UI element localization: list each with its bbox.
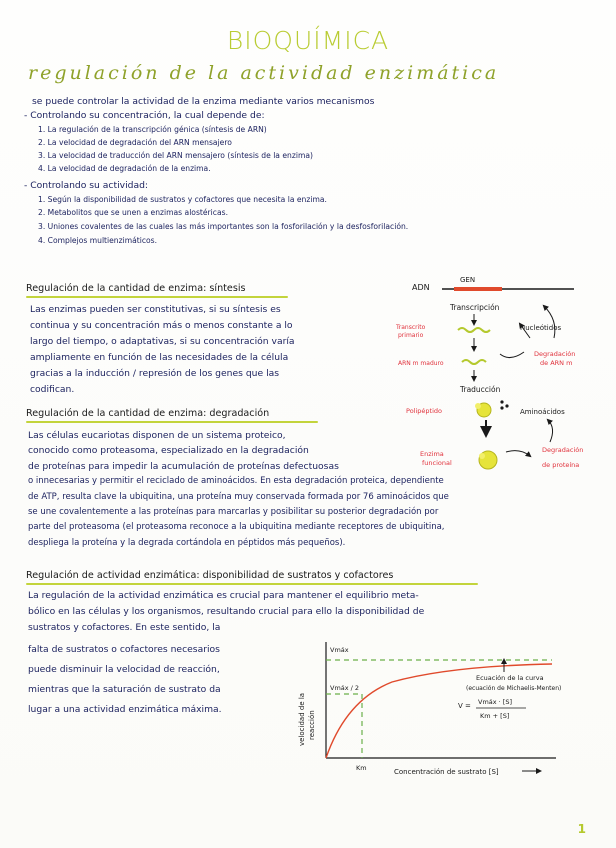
equation-denominator: Km + [S] [480, 712, 510, 720]
arnm-label: ARN m maduro [398, 360, 444, 367]
text-line: conocido como proteasoma, especializado en la degradación [28, 445, 309, 457]
text-line: continua y su concentración más o menos constante a lo [30, 320, 293, 331]
heading-underline [26, 421, 318, 423]
section2-body [28, 428, 598, 551]
block1-item: 2. La velocidad de degradación del ARN mensajero [38, 138, 232, 147]
block1-item: 3. La velocidad de traducción del ARN mensajero (síntesis de la enzima) [38, 151, 313, 160]
text-line: parte del proteasoma (el proteasoma reconoce a la ubiquitina mediante receptores de ubiquitina, [28, 522, 445, 533]
mrna-wave [462, 360, 486, 364]
text-line: lugar a una actividad enzimática máxima. [28, 704, 222, 715]
block1-item: 1. La regulación de la transcripción génica (síntesis de ARN) [38, 125, 267, 134]
curved-arrow [544, 306, 555, 338]
text-line: gracias a la inducción / represión de los genes que las [30, 368, 280, 379]
text-line: de ATP, resulta clave la ubiquitina, una proteína muy conservada formada por 76 aminoácidos que [28, 491, 449, 502]
section3-body [28, 588, 598, 636]
transcript-wave [458, 328, 490, 332]
heading-underline [26, 296, 288, 298]
page-subtitle: regulación de la actividad enzimática [28, 62, 500, 84]
degradacion-proteina-label-2: de proteína [542, 461, 580, 469]
intro-text: se puede controlar la actividad de la enzima mediante varios mecanismos [32, 96, 375, 107]
page-number: 1 [577, 822, 586, 836]
transcripcion-label: Transcripción [450, 303, 500, 312]
text-line: se une covalentemente a las proteínas para marcarlas y posibilitar su posterior degradación por [28, 507, 439, 518]
section1-body [30, 302, 370, 398]
page-title: BIOQUÍMICA [226, 26, 390, 55]
block1-head: - Controlando su concentración, la cual depende de: [24, 110, 265, 121]
nucleotidos-label: Nucleótidos [520, 324, 562, 332]
text-line: sustratos y cofactores. En este sentido, la [28, 622, 221, 633]
equation-numerator: Vmáx · [S] [478, 698, 513, 706]
text-line: codifican. [30, 384, 75, 395]
section2-heading: Regulación de la cantidad de enzima: degradación [26, 408, 270, 419]
transcrito-label: Transcrito [396, 324, 426, 331]
block2-item: 4. Complejos multienzimáticos. [38, 236, 158, 245]
vmax-label: Vmáx [330, 646, 349, 654]
block2-item: 3. Uniones covalentes de las cuales las más importantes son la fosforilación y la desfosforilación. [38, 222, 409, 231]
polipeptido-shape [475, 403, 481, 409]
polipeptido-label: Polipéptido [406, 407, 442, 415]
equation-title: Ecuación de la curva [476, 674, 544, 682]
section1-heading: Regulación de la cantidad de enzima: síntesis [26, 283, 246, 294]
arrow [500, 352, 524, 358]
text-line: puede disminuir la velocidad de reacción, [28, 664, 220, 675]
text-line: La regulación de la actividad enzimática es crucial para mantener el equilibrio meta- [28, 590, 419, 601]
text-line: despliega la proteína y la degrada cortándola en péptidos más pequeños). [28, 537, 346, 548]
block2-head: - Controlando su actividad: [24, 180, 149, 191]
degradacion-arn-label: Degradación [534, 350, 576, 358]
block2-item: 1. Según la disponibilidad de sustratos y cofactores que necesita la enzima. [38, 195, 327, 204]
text-line: de proteínas para impedir la acumulación de proteínas defectuosas [28, 460, 339, 472]
section3-body-left [28, 640, 288, 720]
vmax-half-label: Vmáx / 2 [330, 684, 360, 692]
km-label: Km [356, 764, 367, 772]
text-line: o innecesarias y permitir el reciclado de aminoácidos. En esta degradación proteica, dependiente [28, 476, 444, 487]
block2-item: 2. Metabolitos que se unen a enzimas alostéricas. [38, 208, 228, 217]
block1-item: 4. La velocidad de degradación de la enzima. [38, 164, 211, 173]
adn-label: ADN [412, 283, 430, 292]
funcional-label: funcional [422, 459, 452, 467]
text-line: largo del tiempo, o adaptativas, si su concentración varía [30, 336, 295, 347]
text-line: Las células eucariotas disponen de un sistema proteico, [28, 430, 286, 441]
x-axis-label: Concentración de sustrato [S] [394, 768, 499, 776]
text-line: bólico en las células y los organismos, resultando crucial para ello la disponibilidad de [28, 606, 425, 617]
aminoacidos-label: Aminoácidos [520, 408, 565, 416]
enzima-label: Enzima [420, 450, 444, 458]
michaelis-menten-graph [290, 636, 600, 786]
equation-subtitle: (ecuación de Michaelis-Menten) [466, 685, 562, 692]
text-line: mientras que la saturación de sustrato da [28, 684, 221, 695]
gen-label: GEN [460, 276, 476, 284]
traduccion-label: Traducción [460, 385, 501, 394]
equation-lhs: V = [458, 702, 471, 710]
heading-underline [26, 583, 478, 585]
y-axis-label: velocidad de la [298, 692, 306, 746]
section3-heading: Regulación de actividad enzimática: disponibilidad de sustratos y cofactores [26, 570, 394, 581]
text-line: ampliamente en función de las necesidades de la célula [30, 352, 289, 363]
primario-label: primario [398, 332, 424, 339]
y-axis-label-2: reacción [308, 710, 316, 740]
text-line: Las enzimas pueden ser constitutivas, si su síntesis es [30, 304, 281, 315]
text-line: falta de sustratos o cofactores necesarios [28, 644, 220, 655]
degradacion-arn-label-2: de ARN m [540, 359, 573, 367]
degradacion-proteina-label: Degradación [542, 446, 584, 454]
